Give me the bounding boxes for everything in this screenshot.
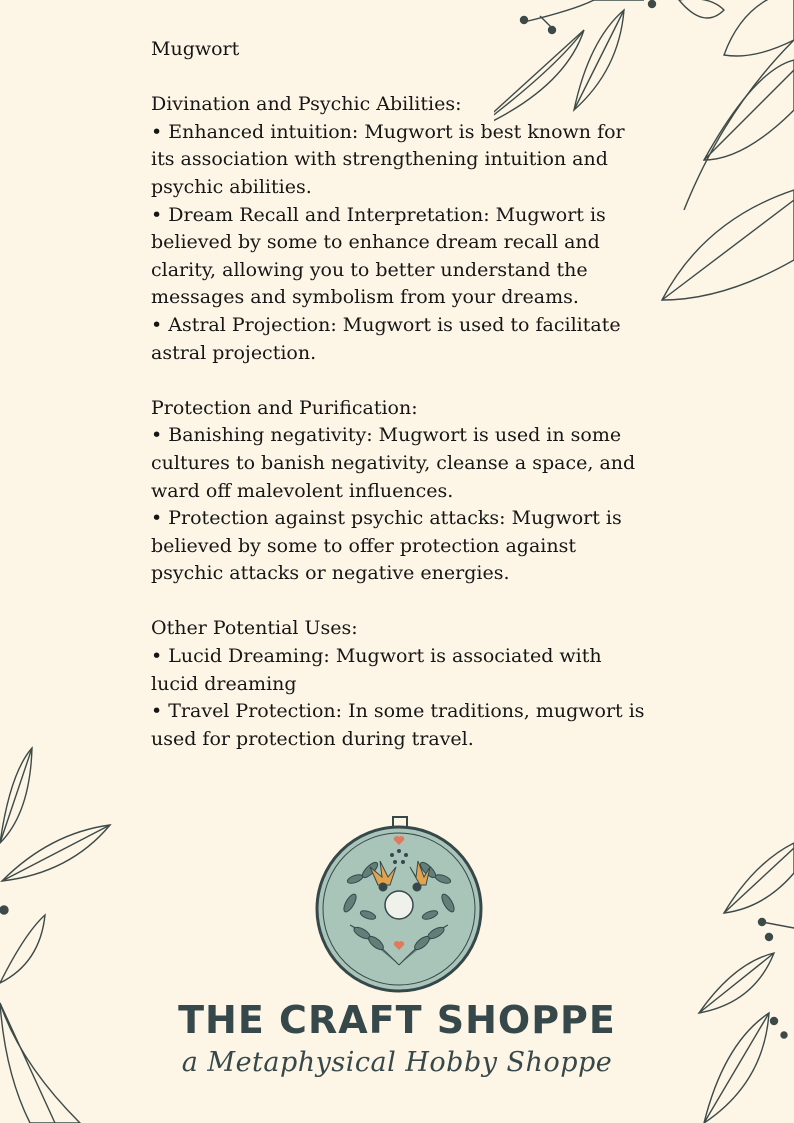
- section-heading: Other Potential Uses:: [151, 617, 358, 640]
- list-item: • Banishing negativity: Mugwort is used in some cultures to banish negativity, cleanse a space, and ward off malevolent influences.: [151, 424, 636, 502]
- list-item: • Protection against psychic attacks: Mugwort is believed by some to offer protection against psychic attacks or negative energies.: [151, 507, 622, 585]
- section-protection: [151, 395, 651, 588]
- leaf-decoration-bottom-right: [684, 823, 794, 1123]
- section-divination: [151, 91, 651, 367]
- list-item: • Enhanced intuition: Mugwort is best known for its association with strengthening intuition and psychic abilities.: [151, 120, 625, 198]
- section-heading: Protection and Purification:: [151, 396, 418, 419]
- list-item: • Lucid Dreaming: Mugwort is associated with lucid dreaming: [151, 645, 602, 695]
- list-item: • Dream Recall and Interpretation: Mugwort is believed by some to enhance dream recall and clarity, allowing you to better understand the messages and symbolism from your dreams.: [151, 203, 606, 309]
- section-other-uses: [151, 615, 651, 753]
- section-heading: Divination and Psychic Abilities:: [151, 93, 462, 116]
- list-item: • Travel Protection: In some traditions, mugwort is used for protection during travel.: [151, 700, 645, 750]
- brand-tagline: a Metaphysical Hobby Shoppe: [181, 1047, 613, 1078]
- brand-name: THE CRAFT SHOPPE: [178, 998, 616, 1042]
- list-item: • Astral Projection: Mugwort is used to facilitate astral projection.: [151, 313, 621, 364]
- document-title: Mugwort: [151, 38, 240, 60]
- document-body: [151, 36, 651, 753]
- embroidery-hoop-logo: [310, 815, 488, 993]
